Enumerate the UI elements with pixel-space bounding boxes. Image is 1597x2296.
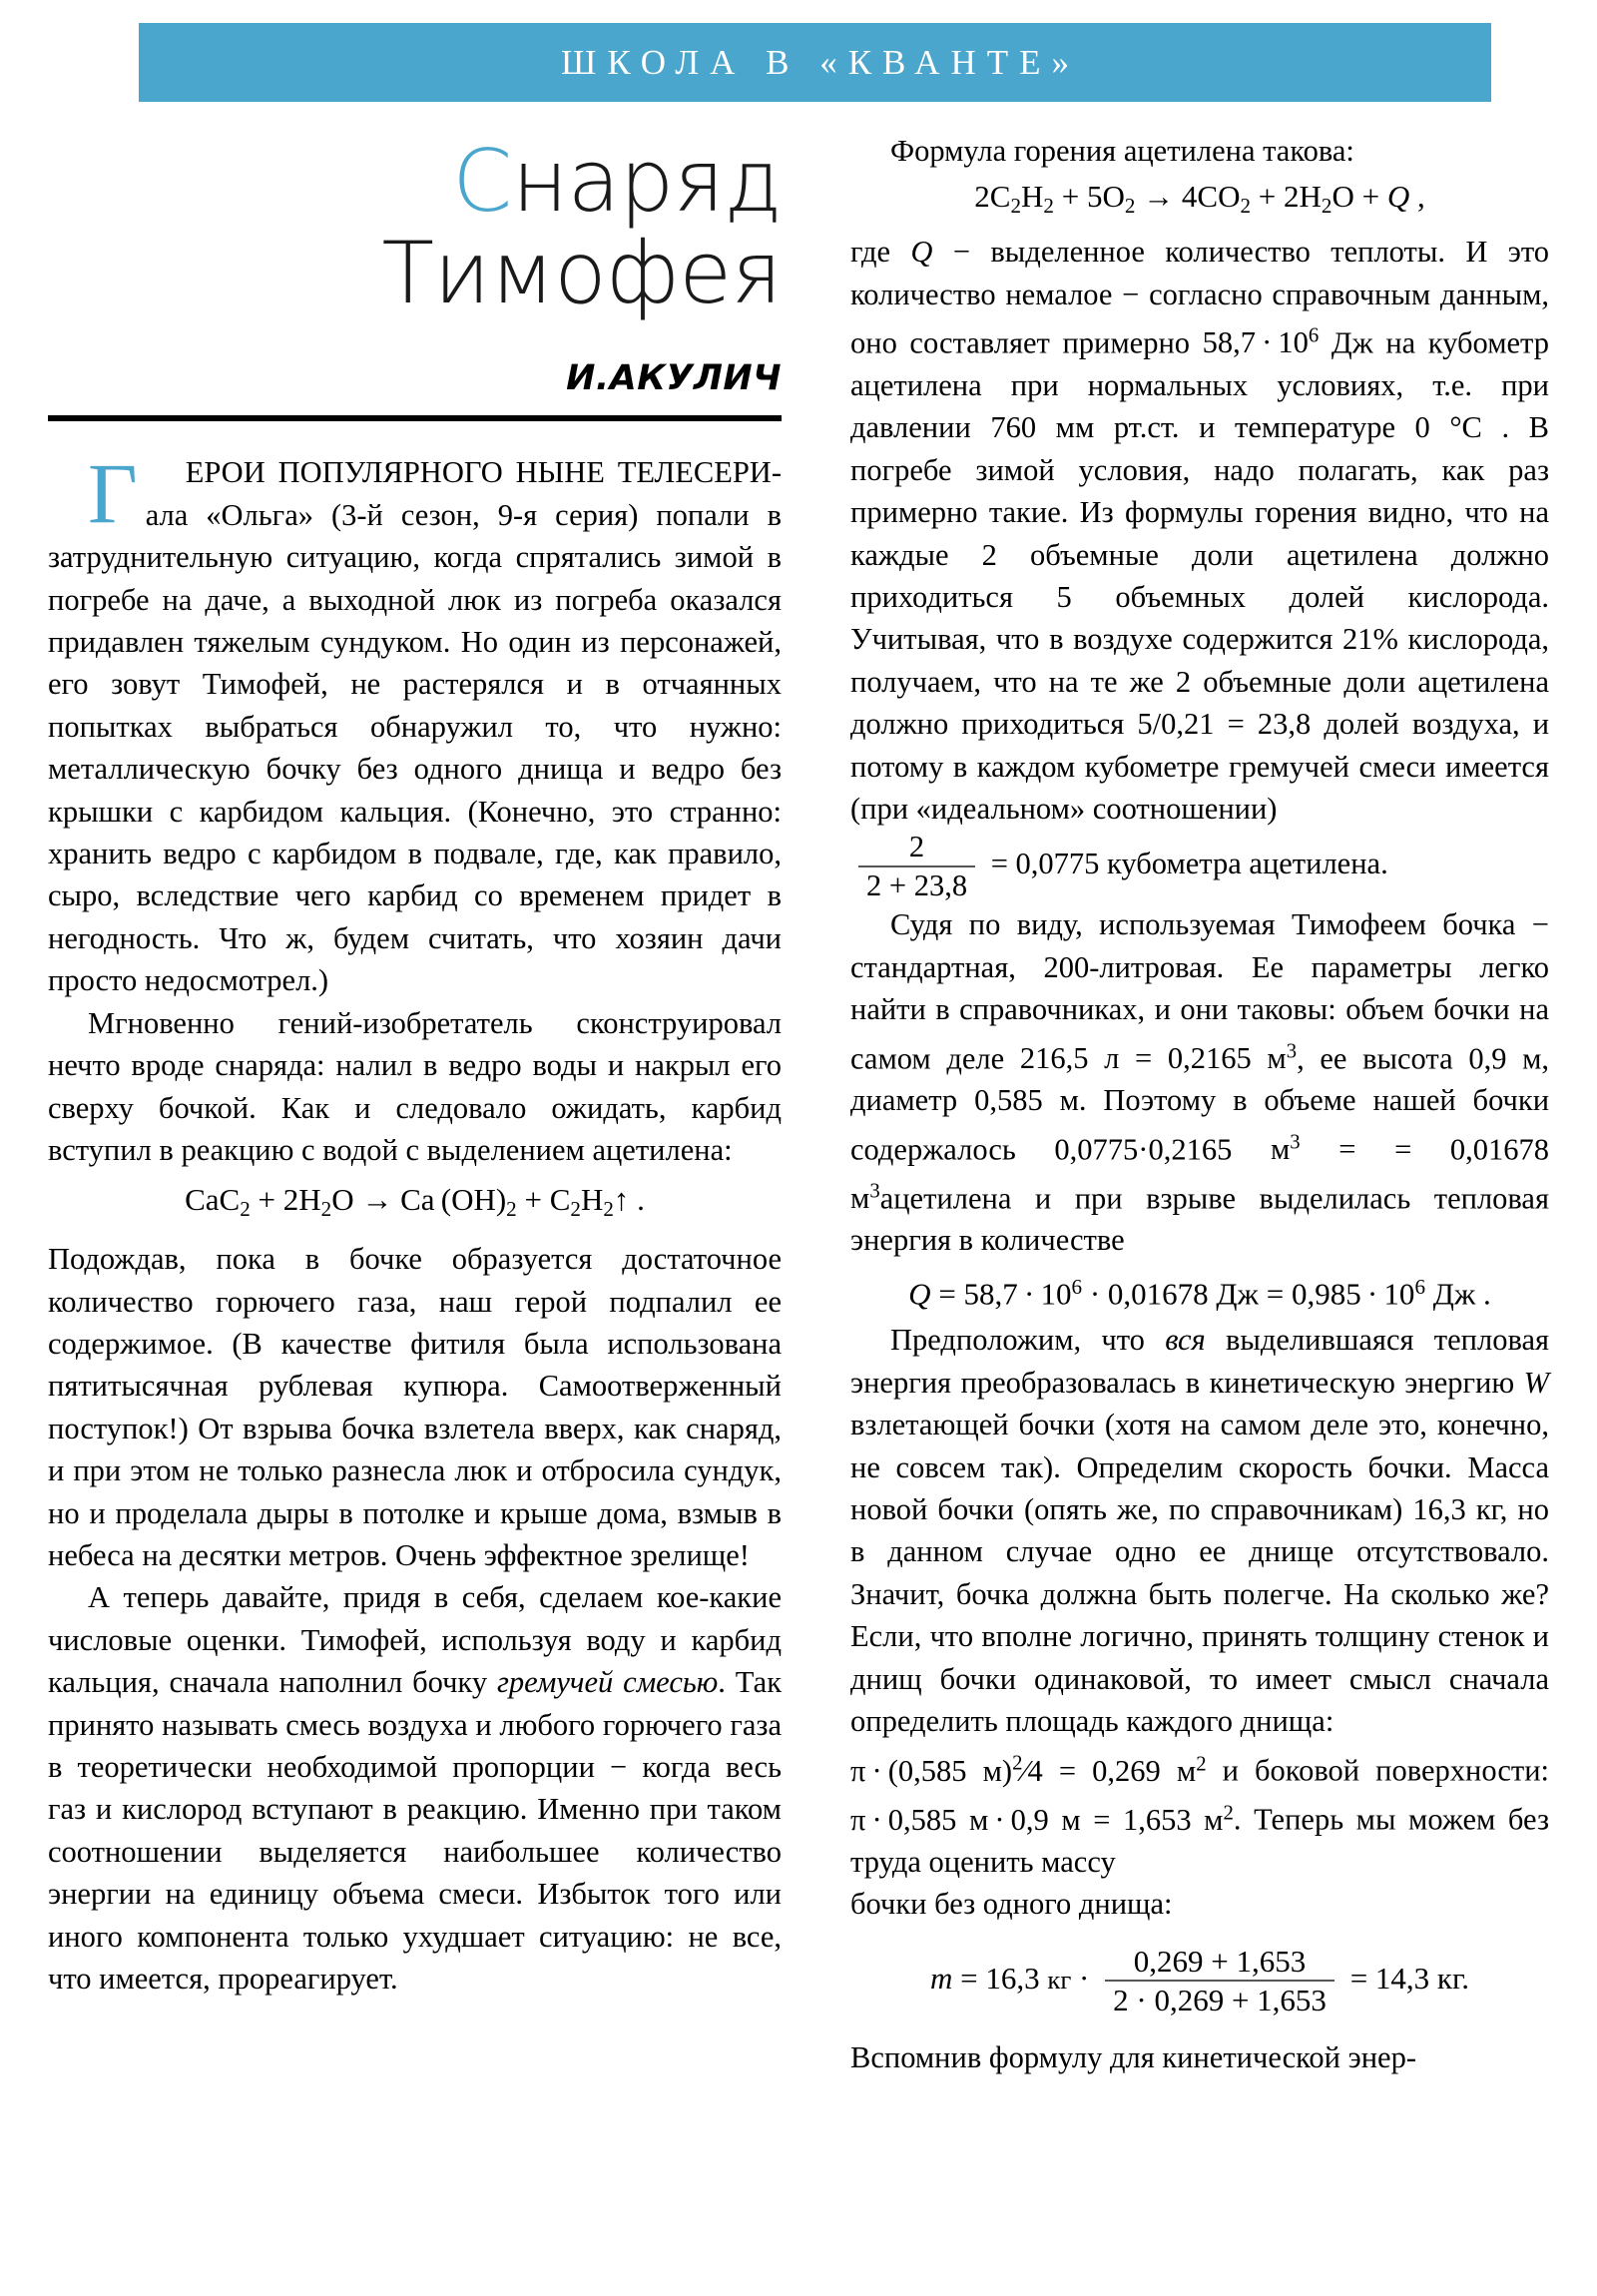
fraction-result: = 0,0775 bbox=[990, 847, 1100, 881]
emphasis-all: вся bbox=[1165, 1323, 1206, 1358]
formula-combustion: $2C_2H_2 + 5O_2 \to 4CO_2 + 2H_2O + Q$ , bbox=[974, 179, 1425, 219]
paragraph-heat-quantity bbox=[850, 231, 1549, 830]
paragraph-areas-connector: и боковой поверхности: bbox=[1222, 1753, 1549, 1788]
where-label: где bbox=[850, 235, 891, 270]
drop-cap-letter: Г bbox=[88, 445, 138, 542]
mass-fraction-result: = 14,3 кг. bbox=[1349, 1960, 1469, 1996]
fraction-denominator: 2 + 23,8 bbox=[858, 865, 975, 903]
paragraph-estimates bbox=[48, 1576, 782, 2000]
paragraph-invention bbox=[48, 1002, 782, 1172]
value-acetylene-calc1: 0,0775·0,2165 bbox=[1054, 1132, 1233, 1167]
mass-fraction-numerator: 0,269 + 1,653 bbox=[1133, 1943, 1307, 1979]
paragraph-combustion-intro-text: Формула горения ацетилена такова: bbox=[890, 134, 1354, 168]
running-head-banner bbox=[139, 23, 1491, 102]
title-line-2: Тимофея bbox=[381, 224, 782, 323]
paragraph-estimates-text: А теперь давайте, придя в себя, сделаем кое-какие числовые оценки. Тимофей, используя воду и карбид кальция, сначала наполнил бочку bbox=[48, 1580, 782, 1700]
paragraph-kinetic-formula-lead bbox=[850, 2036, 1549, 2078]
paragraph-mass-intro-text: бочки без одного днища: bbox=[850, 1887, 1173, 1922]
paragraph-kinetic-formula-lead-text: Вспомнив формулу для кинетической энер- bbox=[850, 2040, 1416, 2075]
right-column bbox=[850, 130, 1549, 2078]
paragraph-areas-tail: . Теперь мы можем без труда оценить массу bbox=[850, 1802, 1549, 1879]
mass-fraction bbox=[1105, 1944, 1334, 2018]
paragraph-intro bbox=[48, 445, 782, 1001]
value-barrel-diameter: 0,585 bbox=[974, 1083, 1043, 1118]
value-air-ratio: 5/0,21 = 23,8 bbox=[1137, 707, 1312, 742]
running-head-text: ШКОЛА В «КВАНТЕ» bbox=[561, 42, 1080, 82]
formula-side-area: π · 0,585 м · 0,9 м = 1,653 $м^2$ bbox=[850, 1802, 1234, 1837]
paragraph-barrel-params bbox=[850, 903, 1549, 1261]
paragraph-barrel-params-e: ацетилена и при взрыве выделилась тепловая энергия в количестве bbox=[850, 1180, 1549, 1258]
paragraph-heat-quantity-rest: Дж на кубометр ацетилена при нормальных условиях, т.е. при давлении 760 мм рт.ст. и температуре 0 °C . В погребе зимой условия, надо полагать, как раз примерно такие. Из формулы горения видно, что на каждые 2 объемные доли ацетилена должно приходиться 5 объемных долей кислорода. Учитывая, что в воздухе содержится 21% кислорода, получаем, что на те же 2 объемные доли ацетилена должно приходиться bbox=[850, 325, 1550, 742]
title-rule-divider bbox=[48, 415, 782, 421]
title-line-1: наряд bbox=[511, 132, 782, 232]
paragraph-barrel-params-c: м, диаметр bbox=[850, 1041, 1550, 1118]
paragraph-kinetic-energy bbox=[850, 1319, 1549, 1742]
paragraph-intro-caps: ЕРОИ ПОПУЛЯРНОГО НЫНЕ ТЕЛЕСЕРИ- bbox=[185, 455, 782, 490]
paragraph-intro-body: ала «Ольга» (3-й сезон, 9-я серия) попали в затруднительную ситуацию, когда спрятались зимой в погребе на даче, а выходной люк из погреба оказался придавлен тяжелым сундуком. Но один из персонажей, его зовут Тимофей, не растерялся и в отчаянных попытках выбраться обнаружил то, что нужно: металлическую бочку без одного днища и ведро без крышки с карбидом кальция. (Конечно, это странно: хранить ведро с карбидом в подвале, где, как правило, сыро, вследствие чего карбид со временем придет в негодность. Что ж, будем считать, что хозяин дачи просто недосмотрел.) bbox=[48, 497, 782, 998]
value-barrel-volume: 216,5 л = 0,2165 $м^3$ bbox=[1019, 1040, 1298, 1076]
paragraph-combustion-intro bbox=[850, 130, 1549, 172]
paragraph-heat-quantity-tail: долей воздуха, и потому в каждом кубометре гремучей смеси имеется (при «идеальном» соотношении) bbox=[850, 707, 1550, 826]
paragraph-heat-quantity-text: − выделенное количество теплоты. И это количество немалое − согласно справочным данным, оно составляет примерно bbox=[850, 235, 1550, 360]
paragraph-kinetic-energy-b: выделившаяся тепловая энергия преобразовалась в кинетическую энергию bbox=[850, 1323, 1550, 1400]
formula-heat-energy: $Q = 58,7 \cdot 10^6 \cdot 0,01678$ Дж = $0,985 \cdot 10^6$ Дж . bbox=[908, 1274, 1491, 1312]
formula-barrel-mass: m = 16,3 кг · $\frac{0,269 + 1,653}{2 \cdot 0,269 + 1,653}$ = 14,3 кг. bbox=[930, 1943, 1469, 2018]
paragraph-barrel-params-b: , ее высота bbox=[1297, 1041, 1453, 1076]
symbol-Q: Q bbox=[910, 235, 933, 270]
author-byline: И.АКУЛИЧ bbox=[566, 358, 782, 398]
paragraph-barrel-params-d: м. Поэтому в объеме нашей бочки содержалось bbox=[850, 1083, 1550, 1167]
value-barrel-height: 0,9 bbox=[1468, 1041, 1507, 1076]
formula-bottom-area: π · (0,585 м)$^2$⁄4 = 0,269 $м^2$ bbox=[850, 1752, 1207, 1788]
paragraph-invention-text: Мгновенно гений-изобретатель сконструировал нечто вроде снаряда: налил в ведро воды и накрыл его сверху бочкой. Как и следовало ожидать, карбид вступил в реакцию с водой с выделением ацетилена: bbox=[48, 1005, 782, 1167]
paragraph-areas bbox=[850, 1742, 1549, 1883]
paragraph-acetylene-fraction bbox=[850, 830, 1549, 903]
title-dropcap-letter: С bbox=[452, 132, 512, 232]
fraction-acetylene-share bbox=[858, 830, 975, 903]
formula-carbide-reaction: $CaC_2 + 2H_2O \to Ca$ $(OH)_2$ + $C_2H_2↑$ . bbox=[185, 1182, 645, 1222]
paragraph-mass-intro bbox=[850, 1883, 1549, 1925]
article-title bbox=[48, 118, 782, 323]
term-detonating-mixture: гремучей смесью bbox=[497, 1665, 719, 1700]
paragraph-explosion-text: Подождав, пока в бочке образуется достаточное количество горючего газа, наш герой подпалил ее содержимое. (В качестве фитиля была использована пятитысячная рублевая купюра. Самоотверженный поступок!) От взрыва бочка взлетела вверх, как снаряд, и при этом не только разнесла люк и отбросила сундук, но и проделала дыры в потолке и крыше дома, взмыв в небеса на десятки метров. Очень эффектное зрелище! bbox=[48, 1242, 782, 1573]
value-acetylene-calc2: = 0,01678 bbox=[1394, 1132, 1550, 1167]
value-heat-per-cubic-meter: $58,7 \cdot 10^6$ bbox=[1202, 325, 1320, 360]
left-column bbox=[48, 118, 782, 2001]
fraction-units: кубометра ацетилена. bbox=[1107, 847, 1388, 881]
paragraph-barrel-params-text: Судя по виду, используемая Тимофеем бочка − стандартная, 200-литровая. Ее параметры легко найти в справочниках, и они таковы: объем бочки на самом деле bbox=[850, 907, 1549, 1076]
units-cubic-meter-2: $м^3$ bbox=[850, 1180, 880, 1215]
fraction-numerator: 2 bbox=[908, 830, 925, 864]
paragraph-kinetic-energy-a: Предположим, что bbox=[890, 1323, 1145, 1358]
paragraph-kinetic-energy-c: взлетающей бочки (хотя на самом деле это, конечно, не совсем так). Определим скорость бочки. Масса новой бочки (опять же, по справочникам) 16,3 кг, но в данном случае одно ее днище отсутствовало. Значит, бочка должна быть полегче. На сколько же? Если, что вполне логично, принять толщину стенок и днищ бочки одинаковой, то имеет смысл сначала определить площадь каждого днища: bbox=[850, 1408, 1549, 1738]
mass-fraction-denominator: 2 · 0,269 + 1,653 bbox=[1105, 1980, 1334, 2018]
units-cubic-meter-1: $м^3$ = bbox=[1270, 1131, 1356, 1167]
paragraph-explosion bbox=[48, 1238, 782, 1576]
paragraph-estimates-rest: . Так принято называть смесь воздуха и любого горючего газа в теоретически необходимой пропорции − когда весь газ и кислород вступают в реакцию. Именно при таком соотношении выделяется наибольшее количество энергии на единицу объема смеси. Избыток того или иного компонента только ухудшает ситуацию: не все, что имеется, прореагирует. bbox=[48, 1665, 783, 1997]
symbol-W: W bbox=[1523, 1365, 1549, 1400]
